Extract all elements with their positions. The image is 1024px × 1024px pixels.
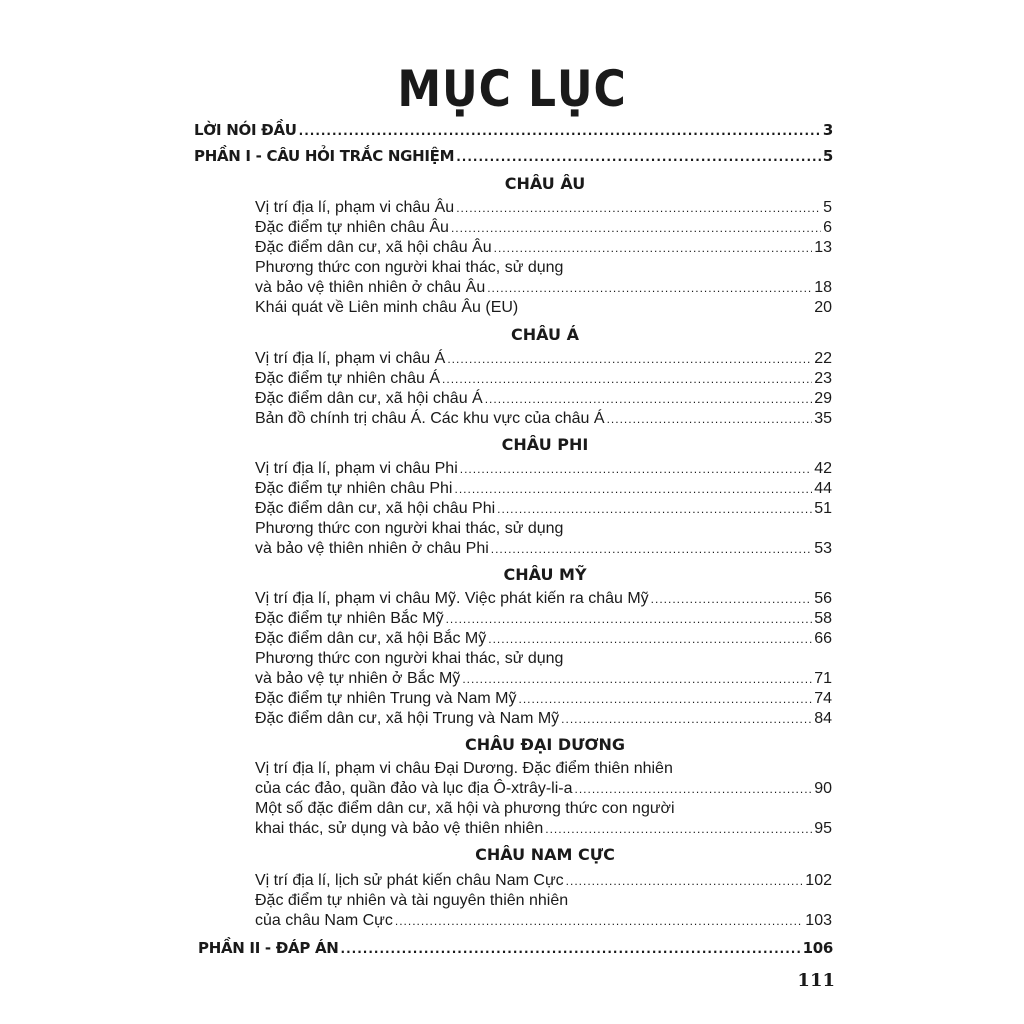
toc-entry <box>255 669 832 689</box>
toc-entry <box>255 459 832 479</box>
dot-leader <box>561 709 812 729</box>
toc-entry-first-line: Đặc điểm tự nhiên và tài nguyên thiên nhiên <box>255 892 569 909</box>
toc-entry-page: 58 <box>814 610 832 627</box>
toc-entry <box>255 911 832 931</box>
toc-entry <box>255 499 832 519</box>
toc-entry-label: PHẦN I - CÂU HỎI TRẮC NGHIỆM <box>194 147 455 165</box>
toc-entry-loi-noi-dau <box>194 120 833 141</box>
toc-entry-page: 103 <box>805 912 832 929</box>
toc-entry-page: 5 <box>822 147 833 165</box>
toc-entry-label: Vị trí địa lí, phạm vi châu Âu <box>255 199 455 216</box>
toc-entry-page: 6 <box>823 219 832 236</box>
toc-entry-label: Đặc điểm tự nhiên châu Âu <box>255 219 449 236</box>
dot-leader <box>491 539 812 559</box>
dot-leader <box>462 669 812 689</box>
section-heading-chau-phi: CHÂU PHI <box>501 435 589 454</box>
dot-leader <box>607 409 813 429</box>
toc-entry-first-line: Vị trí địa lí, phạm vi châu Đại Dương. Đặc điểm thiên nhiên <box>255 760 673 777</box>
toc-entry-page: 13 <box>814 239 832 256</box>
dot-leader <box>566 871 804 891</box>
dot-leader <box>454 479 812 499</box>
toc-entry <box>255 871 832 891</box>
toc-entry-page: 90 <box>814 780 832 797</box>
toc-entry <box>255 409 832 429</box>
toc-entry <box>255 369 832 389</box>
toc-entry-page: 44 <box>814 480 832 497</box>
toc-entry-label: Vị trí địa lí, phạm vi châu Mỹ. Việc phát kiến ra châu Mỹ <box>255 590 649 607</box>
toc-entry-page: 23 <box>814 370 832 387</box>
toc-entry-label: LỜI NÓI ĐẦU <box>194 121 297 139</box>
toc-entry-label: Vị trí địa lí, lịch sử phát kiến châu Nam Cực <box>255 872 564 889</box>
toc-entry <box>255 298 832 318</box>
dot-leader <box>545 819 812 839</box>
toc-entry-label: của châu Nam Cực <box>255 912 393 929</box>
toc-entry-first-line: Phương thức con người khai thác, sử dụng <box>255 520 564 537</box>
toc-entry-label: Đặc điểm dân cư, xã hội châu Phi <box>255 500 496 517</box>
toc-entry-label: Đặc điểm dân cư, xã hội Bắc Mỹ <box>255 630 487 647</box>
toc-entry-label: Khái quát về Liên minh châu Âu (EU) <box>255 299 519 316</box>
toc-entry-label: của các đảo, quần đảo và lục địa Ô-xtrây-li-a <box>255 780 573 797</box>
toc-entry-page: 51 <box>814 500 832 517</box>
toc-entry-page: 20 <box>814 299 832 316</box>
toc-entry <box>255 349 832 369</box>
toc-entry-phan-2 <box>198 938 833 959</box>
toc-entry <box>255 539 832 559</box>
toc-entry-label: Bản đồ chính trị châu Á. Các khu vực của châu Á <box>255 410 605 427</box>
toc-entry-page: 22 <box>814 350 832 367</box>
dot-leader <box>575 779 813 799</box>
toc-entry-label: khai thác, sử dụng và bảo vệ thiên nhiên <box>255 820 544 837</box>
toc-entry-page: 35 <box>814 410 832 427</box>
toc-entry-phan-1 <box>194 146 833 167</box>
dot-leader <box>395 911 803 931</box>
toc-entry-label: và bảo vệ thiên nhiên ở châu Âu <box>255 279 486 296</box>
toc-entry-page: 53 <box>814 540 832 557</box>
toc-entry-page: 84 <box>814 710 832 727</box>
dot-leader <box>518 689 812 709</box>
dot-leader <box>651 589 813 609</box>
toc-entry <box>255 689 832 709</box>
dot-leader <box>456 198 821 218</box>
toc-entry-page: 29 <box>814 390 832 407</box>
dot-leader <box>494 238 813 258</box>
toc-entry-page: 71 <box>814 670 832 687</box>
toc-entry-first-line: Phương thức con người khai thác, sử dụng <box>255 650 564 667</box>
toc-entry-first-line: Một số đặc điểm dân cư, xã hội và phương thức con người <box>255 800 675 817</box>
toc-entry-page: 56 <box>814 590 832 607</box>
toc-entry-page: 74 <box>814 690 832 707</box>
toc-entry <box>255 278 832 298</box>
dot-leader <box>451 218 821 238</box>
toc-entry-label: Đặc điểm dân cư, xã hội châu Á <box>255 390 483 407</box>
toc-entry-page: 102 <box>805 872 832 889</box>
toc-entry-page: 3 <box>822 121 833 139</box>
section-heading-chau-a: CHÂU Á <box>511 325 579 344</box>
section-heading-chau-au: CHÂU ÂU <box>504 174 586 193</box>
toc-entry <box>255 609 832 629</box>
toc-entry <box>255 389 832 409</box>
toc-entry-page: 106 <box>802 939 833 957</box>
dot-leader <box>299 121 821 141</box>
dot-leader <box>341 939 801 959</box>
toc-entry <box>255 589 832 609</box>
dot-leader <box>485 389 812 409</box>
toc-entry-page: 42 <box>814 460 832 477</box>
toc-entry <box>255 709 832 729</box>
toc-entry <box>255 629 832 649</box>
toc-entry-label: Đặc điểm tự nhiên Trung và Nam Mỹ <box>255 690 517 707</box>
toc-entry <box>255 779 832 799</box>
toc-entry-label: Vị trí địa lí, phạm vi châu Á <box>255 350 446 367</box>
page-title: MỤC LỤC <box>397 60 627 118</box>
toc-entry-label: Đặc điểm dân cư, xã hội châu Âu <box>255 239 492 256</box>
toc-entry <box>255 198 832 218</box>
section-heading-chau-my: CHÂU MỸ <box>503 565 587 584</box>
toc-entry-label: Đặc điểm dân cư, xã hội Trung và Nam Mỹ <box>255 710 560 727</box>
toc-entry-page: 18 <box>814 279 832 296</box>
toc-entry-page: 95 <box>814 820 832 837</box>
toc-entry <box>255 479 832 499</box>
toc-entry-page: 5 <box>823 199 832 216</box>
dot-leader <box>487 278 812 298</box>
toc-entry-page: 66 <box>814 630 832 647</box>
section-heading-chau-dai-duong: CHÂU ĐẠI DƯƠNG <box>464 735 626 754</box>
toc-entry <box>255 218 832 238</box>
section-heading-chau-nam-cuc: CHÂU NAM CỰC <box>475 845 615 864</box>
page-number: 111 <box>797 970 835 991</box>
toc-entry-first-line: Phương thức con người khai thác, sử dụng <box>255 259 564 276</box>
dot-leader <box>488 629 812 649</box>
toc-entry-label: Đặc điểm tự nhiên châu Phi <box>255 480 453 497</box>
toc-entry-label: và bảo vệ thiên nhiên ở châu Phi <box>255 540 489 557</box>
toc-entry <box>255 238 832 258</box>
toc-entry-label: Đặc điểm tự nhiên châu Á <box>255 370 441 387</box>
toc-entry-label: Đặc điểm tự nhiên Bắc Mỹ <box>255 610 444 627</box>
dot-leader <box>460 459 812 479</box>
toc-entry-label: PHẦN II - ĐÁP ÁN <box>198 939 339 957</box>
toc-entry-label: Vị trí địa lí, phạm vi châu Phi <box>255 460 458 477</box>
dot-leader <box>497 499 812 519</box>
dot-leader <box>456 147 821 167</box>
toc-entry <box>255 819 832 839</box>
dot-leader <box>447 349 812 369</box>
dot-leader <box>446 609 813 629</box>
dot-leader <box>442 369 812 389</box>
toc-entry-label: và bảo vệ tự nhiên ở Bắc Mỹ <box>255 670 461 687</box>
